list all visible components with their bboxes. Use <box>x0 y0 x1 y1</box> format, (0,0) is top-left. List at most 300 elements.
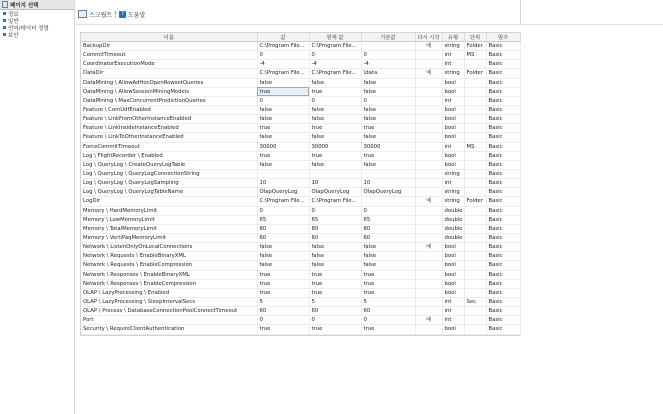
cell-category: Basic <box>486 78 520 87</box>
table-row[interactable] <box>81 307 520 316</box>
page-bullet-icon <box>3 33 6 36</box>
cell-name: Log \ QueryLog \ QueryLogSampling <box>81 179 257 188</box>
cell-restart <box>415 270 442 279</box>
cell-name: Network \ Responses \ EnableCompression <box>81 279 257 288</box>
cell-name: OLAP \ LazyProcessing \ Enabled <box>81 288 257 297</box>
cell-value[interactable]: true <box>257 151 309 160</box>
table-row[interactable] <box>81 252 520 261</box>
cell-restart <box>415 206 442 215</box>
table-row[interactable] <box>81 288 520 297</box>
cell-category: Basic <box>486 124 520 133</box>
cell-name: Feature \ LinkInsideInstanceEnabled <box>81 124 257 133</box>
page-bullet-icon <box>3 12 6 15</box>
cell-current-value: true <box>309 270 361 279</box>
cell-category: Basic <box>486 87 520 96</box>
table-row[interactable] <box>81 243 520 252</box>
cell-value[interactable]: true <box>257 279 309 288</box>
cell-value[interactable]: false <box>257 252 309 261</box>
cell-default-value: true <box>361 124 415 133</box>
cell-current-value: 60 <box>309 233 361 242</box>
cell-unit <box>464 133 486 142</box>
cell-value[interactable]: false <box>257 78 309 87</box>
cell-type: bool <box>442 133 464 142</box>
cell-default-value: false <box>361 105 415 114</box>
cell-type: double <box>442 233 464 242</box>
cell-type: int <box>442 297 464 306</box>
table-row[interactable] <box>81 78 520 87</box>
cell-value[interactable]: OlapQueryLog <box>257 188 309 197</box>
cell-value[interactable]: true <box>257 325 309 334</box>
table-row[interactable] <box>81 60 520 69</box>
cell-category: Basic <box>486 297 520 306</box>
table-row[interactable] <box>81 169 520 178</box>
cell-unit <box>464 288 486 297</box>
column-header-current-value[interactable]: 현재 값 <box>309 33 361 42</box>
cell-unit <box>464 316 486 325</box>
table-row[interactable] <box>81 133 520 142</box>
cell-default-value: 80 <box>361 224 415 233</box>
cell-category: Basic <box>486 307 520 316</box>
table-row[interactable] <box>81 51 520 60</box>
cell-name: LogDir <box>81 197 257 206</box>
cell-restart <box>415 169 442 178</box>
cell-type: bool <box>442 261 464 270</box>
page-select-title: 페이지 선택 <box>10 2 39 9</box>
cell-restart <box>415 124 442 133</box>
cell-value[interactable]: C:\Program File... <box>257 197 309 206</box>
cell-category: Basic <box>486 105 520 114</box>
table-row[interactable] <box>81 42 520 51</box>
cell-category: Basic <box>486 69 520 78</box>
table-row[interactable] <box>81 115 520 124</box>
cell-current-value: -4 <box>309 60 361 69</box>
column-header-unit[interactable]: 단위 <box>464 33 486 42</box>
script-button[interactable] <box>78 9 117 19</box>
cell-value[interactable]: 60 <box>257 307 309 316</box>
cell-type: string <box>442 197 464 206</box>
cell-restart <box>415 160 442 169</box>
cell-value[interactable]: false <box>257 243 309 252</box>
cell-value[interactable]: 0 <box>257 96 309 105</box>
cell-type: string <box>442 169 464 178</box>
cell-type: bool <box>442 288 464 297</box>
table-row[interactable] <box>81 279 520 288</box>
cell-current-value: 60 <box>309 307 361 316</box>
cell-name: BackupDir <box>81 42 257 51</box>
cell-type: bool <box>442 105 464 114</box>
cell-name: Network \ Responses \ EnableBinaryXML <box>81 270 257 279</box>
cell-value[interactable]: false <box>257 160 309 169</box>
cell-current-value: C:\Program File... <box>309 42 361 51</box>
cell-current-value: C:\Program File... <box>309 197 361 206</box>
cell-category: Basic <box>486 197 520 206</box>
cell-unit <box>464 160 486 169</box>
cell-name: CommitTimeout <box>81 51 257 60</box>
script-icon <box>78 10 87 18</box>
cell-default-value: false <box>361 87 415 96</box>
cell-restart <box>415 279 442 288</box>
cell-name: Port <box>81 316 257 325</box>
cell-current-value: false <box>309 105 361 114</box>
cell-value[interactable]: 0 <box>257 316 309 325</box>
cell-default-value: 60 <box>361 233 415 242</box>
cell-name: CoordinatorExecutionMode <box>81 60 257 69</box>
help-button[interactable] <box>119 9 145 19</box>
cell-unit <box>464 87 486 96</box>
cell-default-value: false <box>361 78 415 87</box>
cell-value[interactable]: 5 <box>257 297 309 306</box>
cell-restart <box>415 115 442 124</box>
cell-restart: 예 <box>415 197 442 206</box>
cell-category: Basic <box>486 252 520 261</box>
cell-type: int <box>442 316 464 325</box>
cell-name: OLAP \ Process \ DatabaseConnectionPoolConnectTimeout <box>81 307 257 316</box>
table-header-row <box>81 33 520 42</box>
cell-category: Basic <box>486 115 520 124</box>
cell-restart <box>415 288 442 297</box>
cell-unit <box>464 252 486 261</box>
sidebar-item-label: 정보 <box>8 11 19 18</box>
cell-type: int <box>442 96 464 105</box>
cell-restart <box>415 215 442 224</box>
cell-restart: 예 <box>415 69 442 78</box>
cell-type: bool <box>442 160 464 169</box>
cell-category: Basic <box>486 243 520 252</box>
cell-unit <box>464 307 486 316</box>
cell-name: Log \ QueryLog \ QueryLogTableName <box>81 188 257 197</box>
cell-default-value <box>361 197 415 206</box>
cell-restart <box>415 233 442 242</box>
cell-name: DataMining \ AllowSessionMiningModels <box>81 87 257 96</box>
cell-type: double <box>442 224 464 233</box>
cell-name: DataMining \ MaxConcurrentPredictionQueries <box>81 96 257 105</box>
cell-name: Log \ FlightRecorder \ Enabled <box>81 151 257 160</box>
cell-type: bool <box>442 151 464 160</box>
cell-restart: 예 <box>415 316 442 325</box>
cell-type: string <box>442 69 464 78</box>
table-row[interactable] <box>81 151 520 160</box>
cell-default-value: 0 <box>361 96 415 105</box>
cell-restart <box>415 307 442 316</box>
cell-unit <box>464 96 486 105</box>
cell-name: ForceCommitTimeout <box>81 142 257 151</box>
column-header-value[interactable]: 값 <box>257 33 309 42</box>
cell-category: Basic <box>486 224 520 233</box>
sidebar-item-label: 일반 <box>8 18 19 25</box>
cell-category: Basic <box>486 151 520 160</box>
table-row[interactable] <box>81 69 520 78</box>
column-header-name[interactable]: 이름 <box>81 33 257 42</box>
cell-name: Memory \ LowMemoryLimit <box>81 215 257 224</box>
cell-unit <box>464 124 486 133</box>
table-row[interactable] <box>81 197 520 206</box>
cell-restart <box>415 87 442 96</box>
cell-name: Feature \ ComUdfEnabled <box>81 105 257 114</box>
cell-current-value: C:\Program File... <box>309 69 361 78</box>
table-row[interactable] <box>81 270 520 279</box>
cell-unit: Sec <box>464 297 486 306</box>
cell-restart <box>415 261 442 270</box>
cell-type: bool <box>442 279 464 288</box>
cell-name: Log \ QueryLog \ CreateQueryLogTable <box>81 160 257 169</box>
cell-unit: Folder <box>464 69 486 78</box>
cell-current-value: 0 <box>309 206 361 215</box>
cell-category: Basic <box>486 133 520 142</box>
cell-type: bool <box>442 124 464 133</box>
cell-name: Network \ Requests \ EnableCompression <box>81 261 257 270</box>
cell-name: Log \ QueryLog \ QueryLogConnectionString <box>81 169 257 178</box>
cell-type: string <box>442 188 464 197</box>
column-header-category[interactable]: 범주 <box>486 33 520 42</box>
cell-unit <box>464 279 486 288</box>
cell-category: Basic <box>486 169 520 178</box>
cell-current-value: true <box>309 124 361 133</box>
cell-restart <box>415 325 442 334</box>
cell-unit <box>464 115 486 124</box>
cell-default-value: \data <box>361 69 415 78</box>
cell-current-value: true <box>309 87 361 96</box>
cell-type: int <box>442 60 464 69</box>
properties-grid <box>80 32 521 336</box>
table-row[interactable] <box>81 215 520 224</box>
cell-value[interactable]: false <box>257 105 309 114</box>
cell-default-value: 30000 <box>361 142 415 151</box>
column-header-restart[interactable]: 다시 시작 <box>415 33 442 42</box>
cell-type: string <box>442 42 464 51</box>
cell-current-value <box>309 169 361 178</box>
cell-current-value: 10 <box>309 179 361 188</box>
cell-restart <box>415 224 442 233</box>
cell-value[interactable]: false <box>257 261 309 270</box>
cell-type: int <box>442 179 464 188</box>
cell-value[interactable]: 30000 <box>257 142 309 151</box>
cell-value[interactable]: true <box>257 87 309 96</box>
cell-default-value: true <box>361 279 415 288</box>
cell-unit: MS <box>464 51 486 60</box>
cell-name: Network \ ListenOnlyOnLocalConnections <box>81 243 257 252</box>
cell-current-value: 0 <box>309 316 361 325</box>
cell-default-value: true <box>361 325 415 334</box>
cell-value[interactable]: true <box>257 124 309 133</box>
cell-restart <box>415 179 442 188</box>
page-bullet-icon <box>3 26 6 29</box>
table-row[interactable] <box>81 87 520 96</box>
table-row[interactable] <box>81 261 520 270</box>
cell-unit <box>464 224 486 233</box>
cell-category: Basic <box>486 96 520 105</box>
cell-type: int <box>442 142 464 151</box>
table-row[interactable] <box>81 297 520 306</box>
cell-restart <box>415 142 442 151</box>
cell-value[interactable]: false <box>257 133 309 142</box>
cell-type: int <box>442 51 464 60</box>
cell-category: Basic <box>486 233 520 242</box>
cell-unit <box>464 270 486 279</box>
cell-type: bool <box>442 87 464 96</box>
cell-name: Feature \ LinkFromOtherInstanceEnabled <box>81 115 257 124</box>
toolbar-separator <box>115 10 116 18</box>
cell-current-value: true <box>309 288 361 297</box>
cell-value[interactable]: 0 <box>257 51 309 60</box>
cell-default-value: 0 <box>361 51 415 60</box>
cell-restart <box>415 96 442 105</box>
cell-value[interactable]: true <box>257 270 309 279</box>
cell-type: bool <box>442 325 464 334</box>
cell-type: double <box>442 206 464 215</box>
cell-current-value: true <box>309 151 361 160</box>
cell-type: bool <box>442 243 464 252</box>
cell-unit <box>464 325 486 334</box>
cell-name: DataDir <box>81 69 257 78</box>
help-label: 도움말 <box>128 11 146 19</box>
cell-value[interactable]: 60 <box>257 233 309 242</box>
cell-unit <box>464 215 486 224</box>
cell-type: int <box>442 307 464 316</box>
page-select-panel <box>0 0 75 414</box>
panel-divider <box>520 0 521 24</box>
table-row[interactable] <box>81 316 520 325</box>
cell-value[interactable]: 65 <box>257 215 309 224</box>
cell-category: Basic <box>486 179 520 188</box>
sidebar-item-label: 보안 <box>8 32 19 39</box>
cell-name: Feature \ LinkToOtherInstanceEnabled <box>81 133 257 142</box>
cell-restart <box>415 133 442 142</box>
table-row[interactable] <box>81 142 520 151</box>
cell-name: DataMining \ AllowAdHocOpenRowsetQueries <box>81 78 257 87</box>
cell-restart <box>415 78 442 87</box>
cell-restart <box>415 51 442 60</box>
cell-value[interactable]: 10 <box>257 179 309 188</box>
cell-name: Memory \ HardMemoryLimit <box>81 206 257 215</box>
cell-default-value: 0 <box>361 316 415 325</box>
cell-restart <box>415 105 442 114</box>
cell-unit <box>464 169 486 178</box>
cell-category: Basic <box>486 288 520 297</box>
cell-category: Basic <box>486 325 520 334</box>
cell-current-value: 65 <box>309 215 361 224</box>
sidebar-item-security[interactable] <box>0 31 74 38</box>
table-row[interactable] <box>81 188 520 197</box>
cell-unit: Folder <box>464 197 486 206</box>
cell-unit <box>464 151 486 160</box>
cell-category: Basic <box>486 142 520 151</box>
cell-restart <box>415 151 442 160</box>
table-row[interactable] <box>81 233 520 242</box>
cell-unit <box>464 206 486 215</box>
cell-value[interactable]: C:\Program File... <box>257 42 309 51</box>
cell-category: Basic <box>486 215 520 224</box>
table-row[interactable] <box>81 160 520 169</box>
cell-current-value: 0 <box>309 96 361 105</box>
cell-category: Basic <box>486 60 520 69</box>
table-row[interactable] <box>81 206 520 215</box>
cell-category: Basic <box>486 42 520 51</box>
page-bullet-icon <box>3 19 6 22</box>
cell-default-value: 0 <box>361 206 415 215</box>
cell-category: Basic <box>486 316 520 325</box>
cell-value[interactable] <box>257 169 309 178</box>
table-row[interactable] <box>81 179 520 188</box>
cell-category: Basic <box>486 261 520 270</box>
cell-unit <box>464 243 486 252</box>
cell-current-value: false <box>309 243 361 252</box>
cell-unit <box>464 188 486 197</box>
cell-category: Basic <box>486 51 520 60</box>
page-select-header <box>0 0 74 10</box>
cell-default-value: OlapQueryLog <box>361 188 415 197</box>
column-header-type[interactable]: 유형 <box>442 33 464 42</box>
cell-default-value: false <box>361 133 415 142</box>
table-row[interactable] <box>81 105 520 114</box>
cell-category: Basic <box>486 188 520 197</box>
cell-default-value <box>361 42 415 51</box>
cell-value[interactable]: 80 <box>257 224 309 233</box>
cell-unit <box>464 233 486 242</box>
cell-value[interactable]: 0 <box>257 206 309 215</box>
cell-default-value: 65 <box>361 215 415 224</box>
cell-unit <box>464 105 486 114</box>
cell-default-value: false <box>361 243 415 252</box>
cell-current-value: 80 <box>309 224 361 233</box>
cell-unit <box>464 78 486 87</box>
cell-default-value: false <box>361 115 415 124</box>
cell-value[interactable]: true <box>257 288 309 297</box>
properties-table <box>81 33 521 335</box>
cell-current-value: 0 <box>309 51 361 60</box>
cell-default-value: false <box>361 252 415 261</box>
script-label: 스크립트 <box>89 11 113 19</box>
cell-category: Basic <box>486 279 520 288</box>
cell-category: Basic <box>486 206 520 215</box>
cell-unit: MS <box>464 142 486 151</box>
column-header-default-value[interactable]: 기본값 <box>361 33 415 42</box>
table-row[interactable] <box>81 325 520 334</box>
cell-type: bool <box>442 115 464 124</box>
cell-unit <box>464 261 486 270</box>
page-icon <box>2 1 8 8</box>
table-row[interactable] <box>81 224 520 233</box>
table-row[interactable] <box>81 124 520 133</box>
cell-default-value: false <box>361 160 415 169</box>
cell-category: Basic <box>486 160 520 169</box>
cell-current-value: false <box>309 78 361 87</box>
cell-value[interactable]: C:\Program File... <box>257 69 309 78</box>
cell-current-value: 5 <box>309 297 361 306</box>
cell-default-value: 5 <box>361 297 415 306</box>
table-row[interactable] <box>81 96 520 105</box>
cell-restart <box>415 60 442 69</box>
cell-current-value: false <box>309 160 361 169</box>
cell-default-value: true <box>361 270 415 279</box>
cell-restart: 예 <box>415 42 442 51</box>
cell-current-value: false <box>309 115 361 124</box>
cell-name: Memory \ VertiPaqMemoryLimit <box>81 233 257 242</box>
cell-unit <box>464 60 486 69</box>
cell-value[interactable]: -4 <box>257 60 309 69</box>
cell-current-value: true <box>309 279 361 288</box>
cell-default-value: -4 <box>361 60 415 69</box>
cell-type: bool <box>442 78 464 87</box>
cell-default-value <box>361 169 415 178</box>
cell-default-value: 10 <box>361 179 415 188</box>
cell-value[interactable]: false <box>257 115 309 124</box>
cell-default-value: false <box>361 261 415 270</box>
cell-name: Memory \ TotalMemoryLimit <box>81 224 257 233</box>
cell-name: OLAP \ LazyProcessing \ SleepIntervalSecs <box>81 297 257 306</box>
cell-category: Basic <box>486 270 520 279</box>
cell-restart <box>415 188 442 197</box>
cell-current-value: false <box>309 261 361 270</box>
